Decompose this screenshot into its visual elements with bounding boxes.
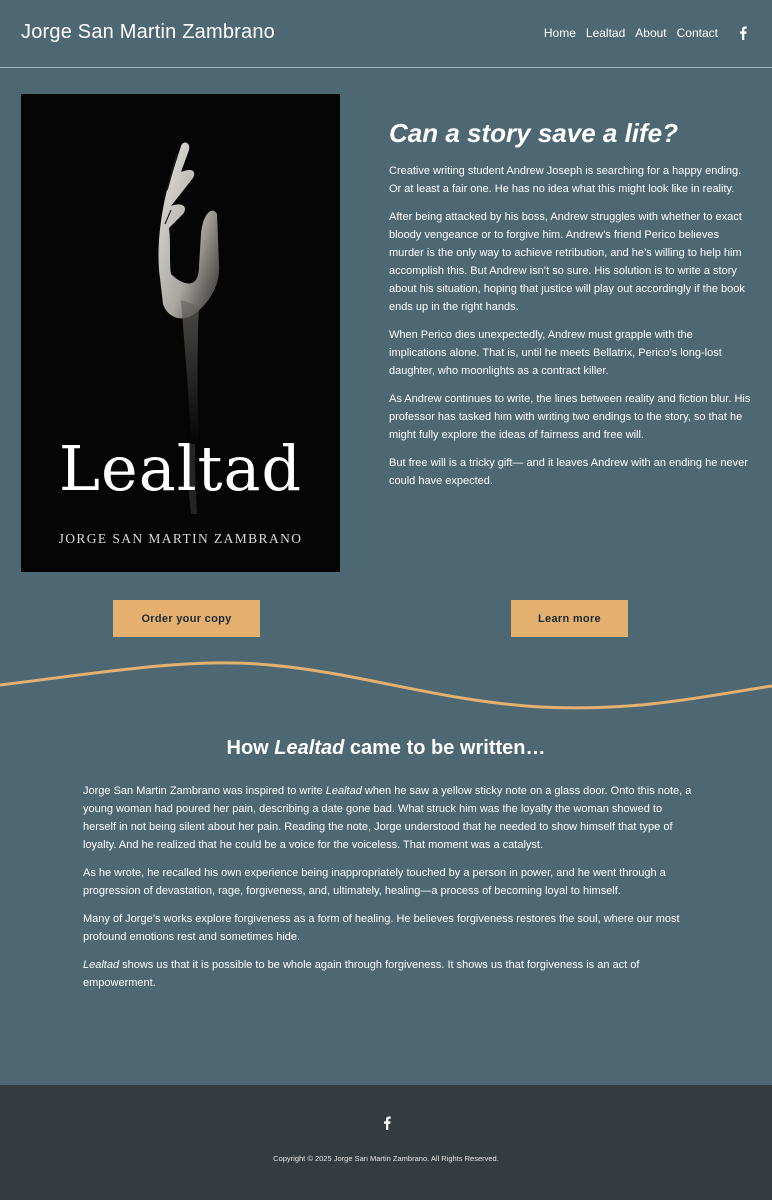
nav-about[interactable]: About <box>635 26 667 40</box>
nav-home[interactable]: Home <box>543 26 576 40</box>
story-paragraph: Lealtad shows us that it is possible to be whole again through forgiveness. It shows us that forgiveness is an act of empowerment. <box>83 959 640 989</box>
description-paragraph: When Perico dies unexpectedly, Andrew must grapple with the implications alone. That is, until he meets Bellatrix, Perico’s long-lost daughter, who moonlights as a contract killer. <box>389 329 722 377</box>
copyright: Copyright © 2025 Jorge San Martin Zambrano. All Rights Reserved. <box>273 1154 499 1163</box>
story-paragraph: Many of Jorge’s works explore forgiveness as a form of healing. He believes forgiveness restores the soul, where our most profound emotions rest and sometimes hide. <box>83 913 680 943</box>
wave-divider <box>0 655 772 715</box>
facebook-icon[interactable] <box>382 1116 392 1130</box>
main-nav <box>544 26 718 40</box>
site-title[interactable]: Jorge San Martin Zambrano <box>21 21 276 43</box>
book-description <box>389 162 751 500</box>
site-header <box>0 0 772 68</box>
story-title: How Lealtad came to be written… <box>226 737 546 759</box>
description-paragraph: Creative writing student Andrew Joseph is searching for a happy ending. Or at least a fair one. He has no idea what this might look like in reality. <box>389 165 742 195</box>
nav-contact[interactable]: Contact <box>676 26 718 40</box>
facebook-icon[interactable] <box>738 26 748 40</box>
description-paragraph: As Andrew continues to write, the lines between reality and fiction blur. His professor has tasked him with writing two endings to the story, so that he might fully explore the ideas of fairness and free will. <box>389 393 751 441</box>
description-paragraph: After being attacked by his boss, Andrew struggles with whether to exact bloody vengeance or to forgive him. Andrew’s friend Perico believes murder is the only way to achieve retribution, and he’s willing to help him accomplish this. But Andrew isn’t so sure. His solution is to write a story about his situation, hoping that justice will play out accordingly if the book ends up in the right hands. <box>389 211 745 313</box>
headline: Can a story save a life? <box>389 118 679 148</box>
story-paragraph: As he wrote, he recalled his own experience being inappropriately touched by a person in power, and he went through a progression of devastation, rage, forgiveness, and, ultimately, healing—a process of becoming loyal to himself. <box>83 867 666 897</box>
cover-author: JORGE SAN MARTIN ZAMBRANO <box>58 531 303 546</box>
site-footer <box>0 1085 772 1200</box>
cover-title: Lealtad <box>58 432 303 505</box>
order-copy-button[interactable]: Order your copy <box>113 600 260 637</box>
nav-lealtad[interactable]: Lealtad <box>585 26 626 40</box>
book-cover <box>21 94 340 572</box>
story-paragraph: Jorge San Martin Zambrano was inspired to write Lealtad when he saw a yellow sticky note on a glass door. Onto this note, a young woman had poured her pain, describing a date gone bad. What struck him was the loyalty the woman showed to herself in not being silent about her pain. Reading the note, Jorge understood that he needed to show himself that type of loyalty. And he realized that he could be a voice for the voiceless. That moment was a catalyst. <box>83 785 692 851</box>
learn-more-button[interactable]: Learn more <box>511 600 628 637</box>
description-paragraph: But free will is a tricky gift— and it leaves Andrew with an ending he never could have expected. <box>389 457 748 487</box>
story-text <box>83 782 693 1002</box>
